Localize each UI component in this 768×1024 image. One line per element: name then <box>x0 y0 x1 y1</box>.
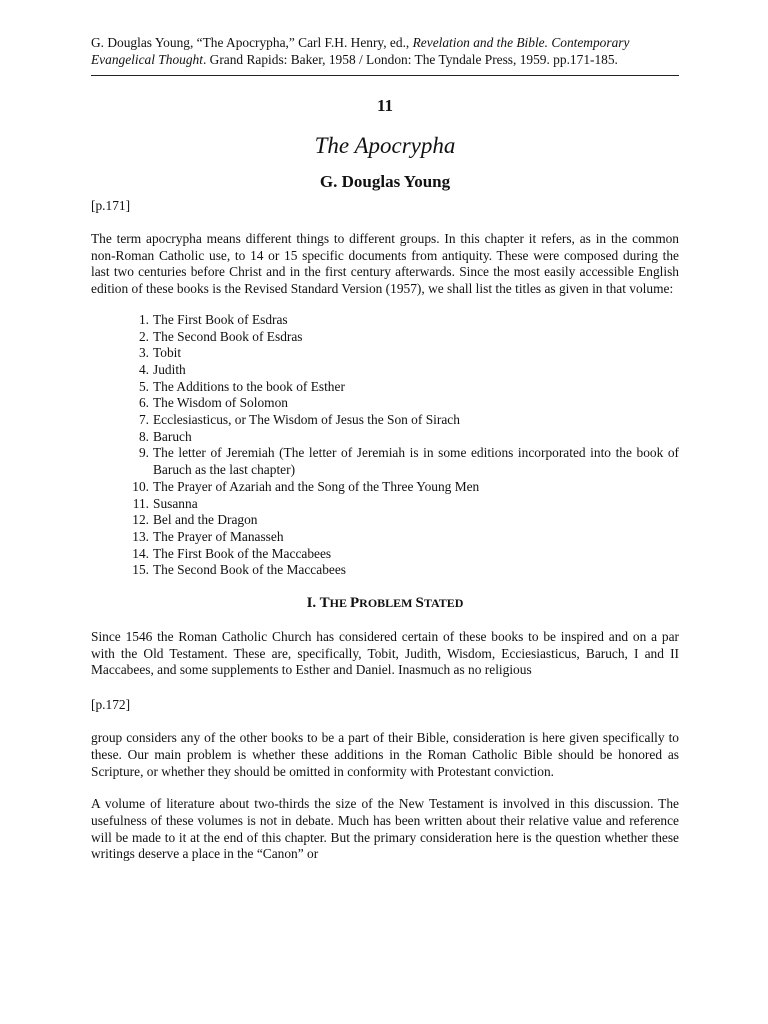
chapter-number: 11 <box>376 96 394 115</box>
list-item: 4. Judith <box>138 361 186 377</box>
page-marker-172: [p.172] <box>91 697 131 713</box>
chapter-author: G. Douglas Young <box>319 172 451 191</box>
list-item: 15. The Second Book of the Maccabees <box>132 562 346 578</box>
list-item: 14. The First Book of the Maccabees <box>132 545 332 561</box>
apocrypha-book-list <box>91 312 679 579</box>
chapter-title: The Apocrypha <box>314 133 456 158</box>
body-paragraph: A volume of literature about two-thirds the size of the New Testament is involved in this discussion. The usefulness of these volumes is not in debate. Much has been written about their relative value and reference will be made to it at the end of this chapter. But the primary consideration here is the question whether these writings deserve a place in the “Canon” or <box>91 796 679 862</box>
list-item: 10. The Prayer of Azariah and the Song of the Three Young Men <box>132 478 480 494</box>
list-item: 6. The Wisdom of Solomon <box>138 395 288 411</box>
header-divider <box>91 75 679 76</box>
list-item: 8. Baruch <box>138 428 192 444</box>
body-paragraph: group considers any of the other books to be a part of their Bible, consideration is here given specifically to these. Our main problem is whether these additions in the Roman Catholic Bible should be honored as Scripture, or whether they should be omitted in conformity with Protestant conviction. <box>91 730 679 779</box>
page-marker-171: [p.171] <box>91 198 131 213</box>
list-item: 1. The First Book of Esdras <box>138 311 288 327</box>
list-item: 11. Susanna <box>132 495 198 511</box>
body-paragraph: Since 1546 the Roman Catholic Church has considered certain of these books to be inspired and on a par with the Old Testament. These are, specifically, Tobit, Judith, Wisdom, Ecciesiasticus, Baruch, I and II Maccabees, and some supplements to Esther and Daniel. Inasmuch as no religious <box>91 629 679 678</box>
citation-header <box>91 34 679 68</box>
section-heading: I. THE PROBLEM STATED <box>306 595 464 612</box>
list-item: 13. The Prayer of Manasseh <box>132 528 284 544</box>
list-item: 12. Bel and the Dragon <box>132 512 258 528</box>
citation-text: G. Douglas Young, “The Apocrypha,” Carl F.H. Henry, ed., <box>91 35 413 50</box>
list-item: 2. The Second Book of Esdras <box>138 328 303 344</box>
list-item: 9. The letter of Jeremiah (The letter of Jeremiah is in some editions incorporated into the book of Baruch as the last chapter) <box>138 445 679 478</box>
citation-book-title: Revelation and the Bible. Contemporary Evangelical Thought <box>91 35 630 67</box>
citation-publication: . Grand Rapids: Baker, 1958 / London: The Tyndale Press, 1959. pp.171-185. <box>202 52 618 67</box>
document-page <box>91 34 679 863</box>
list-item: 7. Ecclesiasticus, or The Wisdom of Jesus the Son of Sirach <box>138 412 460 428</box>
intro-paragraph: The term apocrypha means different things to different groups. In this chapter it refers, as in the common non-Roman Catholic use, to 14 or 15 specific documents from antiquity. These were composed during the last two centuries before Christ and in the first century afterwards. Since the most easily accessible English edition of these books is the Revised Standard Version (1957), we shall list the titles as given in that volume: <box>91 231 679 297</box>
list-item: 5. The Additions to the book of Esther <box>138 378 345 394</box>
list-item: 3. Tobit <box>138 345 182 361</box>
